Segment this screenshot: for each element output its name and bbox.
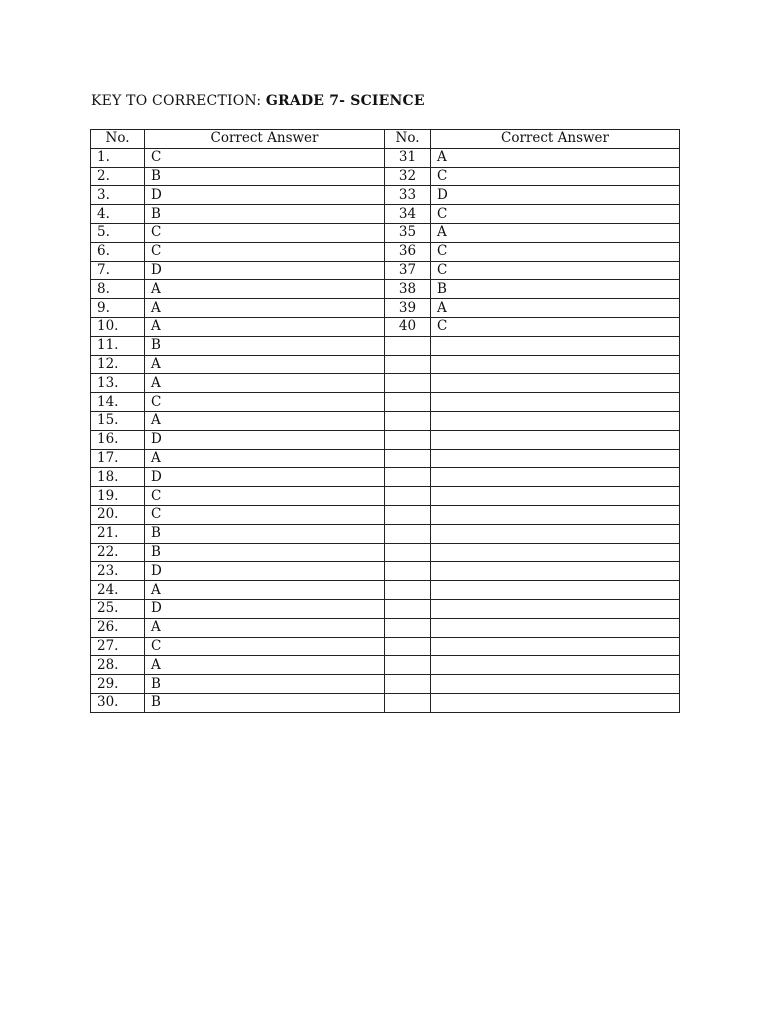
- question-number-right: 39: [385, 299, 431, 318]
- answer-right: [431, 675, 680, 694]
- answer-right: [431, 524, 680, 543]
- answer-left: A: [145, 355, 385, 374]
- answer-left: A: [145, 317, 385, 336]
- question-number-left: 7.: [91, 261, 145, 280]
- answer-left: C: [145, 637, 385, 656]
- table-body: [91, 148, 680, 712]
- answer-left: C: [145, 242, 385, 261]
- answer-right: [431, 656, 680, 675]
- table-row: [91, 430, 680, 449]
- question-number-right: [385, 336, 431, 355]
- table-row: [91, 543, 680, 562]
- question-number-left: 20.: [91, 505, 145, 524]
- answer-left: C: [145, 393, 385, 412]
- table-row: [91, 524, 680, 543]
- table-row: [91, 205, 680, 224]
- question-number-left: 1.: [91, 148, 145, 167]
- table-row: [91, 468, 680, 487]
- answer-right: [431, 618, 680, 637]
- answer-right: [431, 505, 680, 524]
- answer-right: C: [431, 167, 680, 186]
- question-number-right: 35: [385, 223, 431, 242]
- table-row: [91, 299, 680, 318]
- answer-left: A: [145, 299, 385, 318]
- table-row: [91, 487, 680, 506]
- question-number-left: 5.: [91, 223, 145, 242]
- answer-left: A: [145, 656, 385, 675]
- question-number-right: [385, 505, 431, 524]
- question-number-right: [385, 449, 431, 468]
- answer-right: [431, 374, 680, 393]
- question-number-left: 17.: [91, 449, 145, 468]
- answer-right: [431, 468, 680, 487]
- table-row: [91, 336, 680, 355]
- question-number-right: 38: [385, 280, 431, 299]
- table-row: [91, 374, 680, 393]
- question-number-left: 23.: [91, 562, 145, 581]
- answer-right: B: [431, 280, 680, 299]
- answer-right: C: [431, 205, 680, 224]
- table-row: [91, 317, 680, 336]
- table-row: [91, 449, 680, 468]
- answer-left: C: [145, 487, 385, 506]
- question-number-right: [385, 411, 431, 430]
- question-number-left: 18.: [91, 468, 145, 487]
- table-row: [91, 581, 680, 600]
- answer-left: A: [145, 374, 385, 393]
- table-row: [91, 280, 680, 299]
- page-title: [91, 93, 425, 109]
- answer-left: D: [145, 430, 385, 449]
- answer-left: B: [145, 693, 385, 712]
- answer-left: B: [145, 336, 385, 355]
- answer-left: A: [145, 618, 385, 637]
- answer-right: A: [431, 299, 680, 318]
- question-number-right: [385, 524, 431, 543]
- question-number-right: [385, 468, 431, 487]
- answer-right: [431, 393, 680, 412]
- answer-right: [431, 693, 680, 712]
- answer-right: [431, 355, 680, 374]
- table-row: [91, 242, 680, 261]
- answer-right: [431, 599, 680, 618]
- question-number-right: 32: [385, 167, 431, 186]
- answer-left: D: [145, 562, 385, 581]
- question-number-left: 14.: [91, 393, 145, 412]
- table-row: [91, 355, 680, 374]
- header-answer-left: Correct Answer: [145, 130, 385, 149]
- question-number-left: 26.: [91, 618, 145, 637]
- question-number-right: [385, 393, 431, 412]
- answer-right: A: [431, 148, 680, 167]
- question-number-left: 24.: [91, 581, 145, 600]
- question-number-left: 22.: [91, 543, 145, 562]
- header-number-right: No.: [385, 130, 431, 149]
- question-number-left: 2.: [91, 167, 145, 186]
- answer-left: B: [145, 543, 385, 562]
- question-number-right: [385, 637, 431, 656]
- answer-right: C: [431, 317, 680, 336]
- answer-left: D: [145, 599, 385, 618]
- header-number-left: No.: [91, 130, 145, 149]
- question-number-right: [385, 487, 431, 506]
- question-number-right: [385, 430, 431, 449]
- answer-left: A: [145, 449, 385, 468]
- answer-left: A: [145, 411, 385, 430]
- question-number-right: [385, 693, 431, 712]
- answer-right: [431, 581, 680, 600]
- header-answer-right: Correct Answer: [431, 130, 680, 149]
- question-number-left: 28.: [91, 656, 145, 675]
- answer-left: D: [145, 468, 385, 487]
- question-number-left: 4.: [91, 205, 145, 224]
- answer-right: [431, 543, 680, 562]
- table-row: [91, 656, 680, 675]
- question-number-left: 16.: [91, 430, 145, 449]
- answer-left: C: [145, 505, 385, 524]
- question-number-right: [385, 562, 431, 581]
- question-number-left: 3.: [91, 186, 145, 205]
- question-number-left: 21.: [91, 524, 145, 543]
- table-row: [91, 223, 680, 242]
- answer-left: C: [145, 148, 385, 167]
- table-row: [91, 167, 680, 186]
- question-number-right: 36: [385, 242, 431, 261]
- table-row: [91, 637, 680, 656]
- question-number-right: 37: [385, 261, 431, 280]
- answer-right: A: [431, 223, 680, 242]
- question-number-left: 6.: [91, 242, 145, 261]
- table-row: [91, 393, 680, 412]
- question-number-right: [385, 581, 431, 600]
- table-header-row: [91, 130, 680, 149]
- table-row: [91, 599, 680, 618]
- question-number-right: 33: [385, 186, 431, 205]
- table-row: [91, 411, 680, 430]
- question-number-left: 15.: [91, 411, 145, 430]
- question-number-right: [385, 656, 431, 675]
- answer-right: C: [431, 242, 680, 261]
- question-number-left: 8.: [91, 280, 145, 299]
- table-row: [91, 618, 680, 637]
- table-row: [91, 186, 680, 205]
- question-number-left: 12.: [91, 355, 145, 374]
- question-number-right: 31: [385, 148, 431, 167]
- table-row: [91, 148, 680, 167]
- answer-right: D: [431, 186, 680, 205]
- answer-right: [431, 411, 680, 430]
- answer-left: A: [145, 280, 385, 299]
- question-number-left: 11.: [91, 336, 145, 355]
- table-row: [91, 675, 680, 694]
- question-number-left: 25.: [91, 599, 145, 618]
- question-number-right: 40: [385, 317, 431, 336]
- table-row: [91, 562, 680, 581]
- answer-left: D: [145, 261, 385, 280]
- question-number-left: 9.: [91, 299, 145, 318]
- question-number-left: 10.: [91, 317, 145, 336]
- answer-right: [431, 562, 680, 581]
- question-number-right: [385, 618, 431, 637]
- question-number-right: [385, 599, 431, 618]
- answer-right: [431, 336, 680, 355]
- answer-right: [431, 637, 680, 656]
- question-number-right: [385, 374, 431, 393]
- answer-right: C: [431, 261, 680, 280]
- answer-right: [431, 487, 680, 506]
- question-number-left: 30.: [91, 693, 145, 712]
- answer-left: B: [145, 524, 385, 543]
- answer-left: A: [145, 581, 385, 600]
- title-subject: GRADE 7- SCIENCE: [265, 93, 425, 109]
- table-row: [91, 693, 680, 712]
- question-number-right: [385, 675, 431, 694]
- question-number-right: [385, 543, 431, 562]
- question-number-left: 29.: [91, 675, 145, 694]
- question-number-right: 34: [385, 205, 431, 224]
- answer-right: [431, 449, 680, 468]
- answer-left: B: [145, 675, 385, 694]
- answer-right: [431, 430, 680, 449]
- question-number-left: 19.: [91, 487, 145, 506]
- question-number-right: [385, 355, 431, 374]
- title-prefix: KEY TO CORRECTION:: [91, 93, 266, 109]
- answer-left: B: [145, 167, 385, 186]
- answer-key-table: [90, 129, 680, 713]
- answer-left: D: [145, 186, 385, 205]
- question-number-left: 13.: [91, 374, 145, 393]
- table-row: [91, 505, 680, 524]
- question-number-left: 27.: [91, 637, 145, 656]
- answer-left: C: [145, 223, 385, 242]
- table-row: [91, 261, 680, 280]
- answer-left: B: [145, 205, 385, 224]
